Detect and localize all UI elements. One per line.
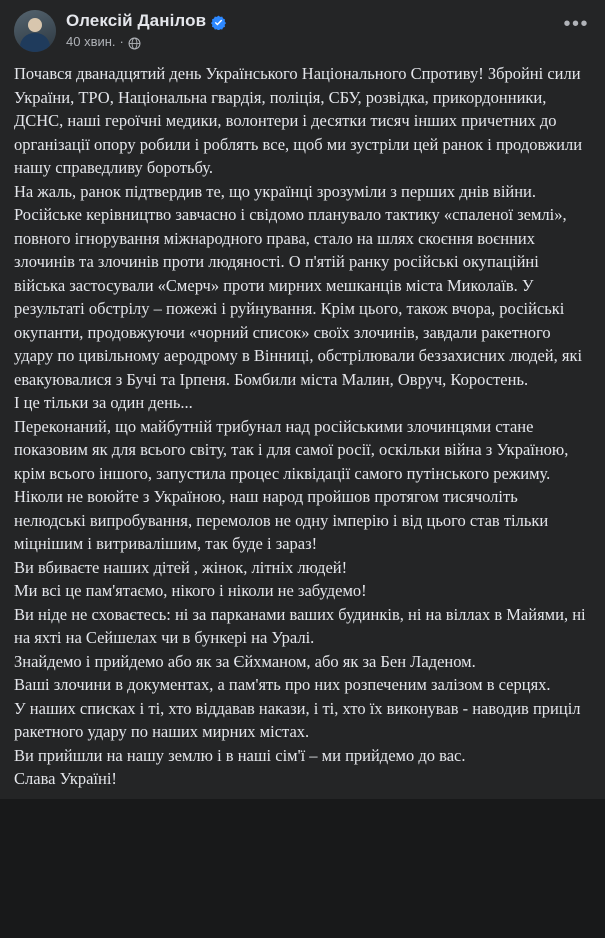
avatar-face — [28, 18, 42, 32]
post-header-text — [66, 10, 226, 49]
post-paragraph: Ви ніде не сховаєтесь: ні за парканами ваших будинків, ні на віллах в Майями, ні на яхті на Сейшелах чи в бункері на Уралі. — [14, 604, 586, 647]
avatar[interactable] — [14, 10, 56, 52]
post-text — [14, 62, 591, 791]
post-paragraph: Слава Україні! — [14, 769, 117, 788]
post-meta — [66, 34, 226, 49]
globe-icon[interactable] — [128, 37, 141, 50]
post-paragraph: У наших списках і ті, хто віддавав накази, і ті, хто їх виконував - наводив приціл ракетного удару по наших мирних містах. — [14, 698, 581, 741]
post-paragraph: Знайдемо і прийдемо або як за Єйхманом, або як за Бен Ладеном. — [14, 651, 476, 671]
verified-badge-icon — [211, 15, 226, 30]
post-paragraph: Ваші злочини в документах, а пам'ять про них розпеченим залізом в серцях. — [14, 675, 551, 694]
meta-separator: · — [119, 34, 124, 49]
post-paragraph: Ми всі це пам'ятаємо, нікого і ніколи не забудемо! — [14, 581, 367, 600]
post-paragraph: Ви вбиваєте наших дітей , жінок, літніх людей! — [14, 557, 348, 577]
post-header — [14, 10, 591, 52]
post-paragraph: Почався дванадцятий день Українського Національного Спротиву! Збройні сили України, ТРО, Національна гвардія, поліція, СБУ, розвідка, прикордонники, ДСНС, наші героїчні медики, волонтери і десятки тисяч інших причетних до організації опору робили і роблять все, щоб ми зустріли цей ранок і продовжили нашу справедливу боротьбу. — [14, 64, 583, 177]
author-row — [66, 11, 226, 31]
post-paragraph: І це тільки за один день... — [14, 393, 193, 412]
avatar-shoulders — [20, 33, 50, 52]
post-paragraph: Ви прийшли на нашу землю і в наші сім'ї – ми прийдемо до вас. — [14, 745, 466, 765]
post-paragraph: На жаль, ранок підтвердив те, що українці зрозуміли з перших днів війни. Російське керівництво завчасно і свідомо планувало тактику «спаленої землі», повного ігнорування міжнародного права, стало на шлях скоєння воєнних злочинів та злочинів проти людяності. О п'ятій ранку російські окупаційні війська застосували «Смерч» проти мирних мешканців міста Миколаїв. У результаті обстрілу – пожежі і руйнування. Крім цього, також вчора, російські окупанти, продовжуючи «чорний список» своїх злочинів, завдали ракетного удару по цивільному аеродрому в Вінниці, обстрілювали беззахисних людей, які евакуювалися з Бучі та Ірпеня. Бомбили міста Малин, Овруч, Коростень. — [14, 181, 583, 389]
post-paragraph: Ніколи не воюйте з Україною, наш народ пройшов протягом тисячоліть нелюдські випробування, перемолов не одну імперію і від цього став тільки міцнішим і витривалішим, так буде і зараз! — [14, 487, 549, 553]
post-timestamp[interactable]: 40 хвин. — [66, 34, 116, 49]
author-name[interactable]: Олексій Данілов — [66, 11, 207, 30]
post-options-button[interactable]: ••• — [563, 13, 589, 35]
post-paragraph: Переконаний, що майбутній трибунал над російськими злочинцями стане показовим як для всього світу, так і для самої росії, оскільки війна з Україною, крім всього іншого, запустила процес ліквідації самого путінського режиму. — [14, 416, 569, 483]
